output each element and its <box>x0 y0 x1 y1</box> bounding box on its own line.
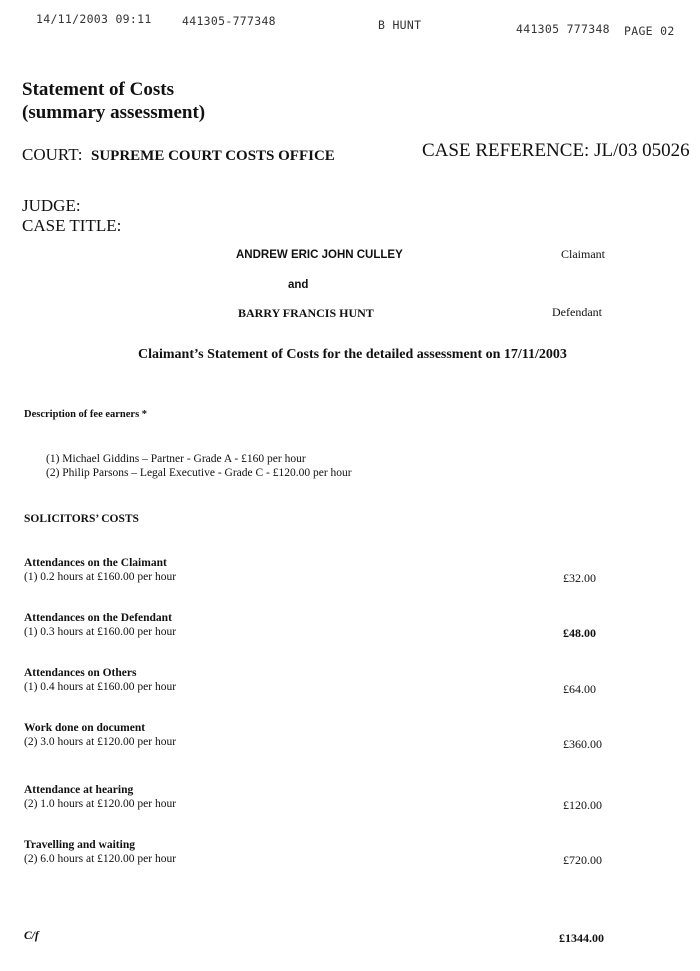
cost-item-detail: (1) 0.3 hours at £160.00 per hour <box>24 626 177 638</box>
cost-item-heading: Work done on document <box>24 722 146 734</box>
fax-page: PAGE 02 <box>624 24 675 38</box>
cost-item-heading: Attendance at hearing <box>24 784 134 796</box>
cost-item-amount: £120.00 <box>563 798 602 812</box>
fee-earner-1: (1) Michael Giddins – Partner - Grade A - £160 per hour <box>46 453 306 465</box>
statement-heading: Claimant’s Statement of Costs for the detailed assessment on 17/11/2003 <box>138 347 567 362</box>
fee-earners-heading: Description of fee earners * <box>24 409 148 420</box>
case-reference: CASE REFERENCE: JL/03 05026 <box>422 140 690 161</box>
defendant-name: BARRY FRANCIS HUNT <box>238 306 374 320</box>
cost-item-amount: £32.00 <box>563 571 596 585</box>
document-title: Statement of Costs <box>22 79 174 100</box>
claimant-name: ANDREW ERIC JOHN CULLEY <box>236 249 403 261</box>
document-subtitle: (summary assessment) <box>22 102 206 123</box>
fax-sender: B HUNT <box>378 18 422 32</box>
cost-item-amount: £48.00 <box>563 626 596 640</box>
cost-item-heading: Travelling and waiting <box>24 839 135 851</box>
case-title-label: CASE TITLE: <box>22 216 122 235</box>
carried-forward-label: C/f <box>24 930 39 942</box>
cost-item-heading: Attendances on the Claimant <box>24 557 167 569</box>
cost-item-amount: £720.00 <box>563 853 602 867</box>
cost-item-detail: (2) 6.0 hours at £120.00 per hour <box>24 853 177 865</box>
cost-item-detail: (1) 0.2 hours at £160.00 per hour <box>24 571 177 583</box>
defendant-role: Defendant <box>552 305 602 319</box>
solicitors-costs-heading: SOLICITORS’ COSTS <box>24 513 139 525</box>
claimant-role: Claimant <box>561 247 605 261</box>
cost-item-detail: (1) 0.4 hours at £160.00 per hour <box>24 681 177 693</box>
fee-earner-2: (2) Philip Parsons – Legal Executive - Grade C - £120.00 per hour <box>46 467 352 479</box>
fax-to-number: 441305 777348 <box>516 22 610 36</box>
cost-item-heading: Attendances on the Defendant <box>24 612 172 624</box>
cost-item-detail: (2) 1.0 hours at £120.00 per hour <box>24 798 177 810</box>
court-line <box>22 145 335 165</box>
cost-item-amount: £360.00 <box>563 737 602 751</box>
cost-item-amount: £64.00 <box>563 682 596 696</box>
court-value: SUPREME COURT COSTS OFFICE <box>90 148 335 164</box>
fax-from-number: 441305-777348 <box>182 14 276 28</box>
and-label: and <box>288 279 309 291</box>
cost-item-detail: (2) 3.0 hours at £120.00 per hour <box>24 736 177 748</box>
carried-forward-amount: £1344.00 <box>559 931 604 945</box>
cost-item-heading: Attendances on Others <box>24 667 137 679</box>
judge-label: JUDGE: <box>22 196 81 215</box>
court-label: COURT: <box>22 145 83 164</box>
fax-datetime: 14/11/2003 09:11 <box>36 12 152 26</box>
